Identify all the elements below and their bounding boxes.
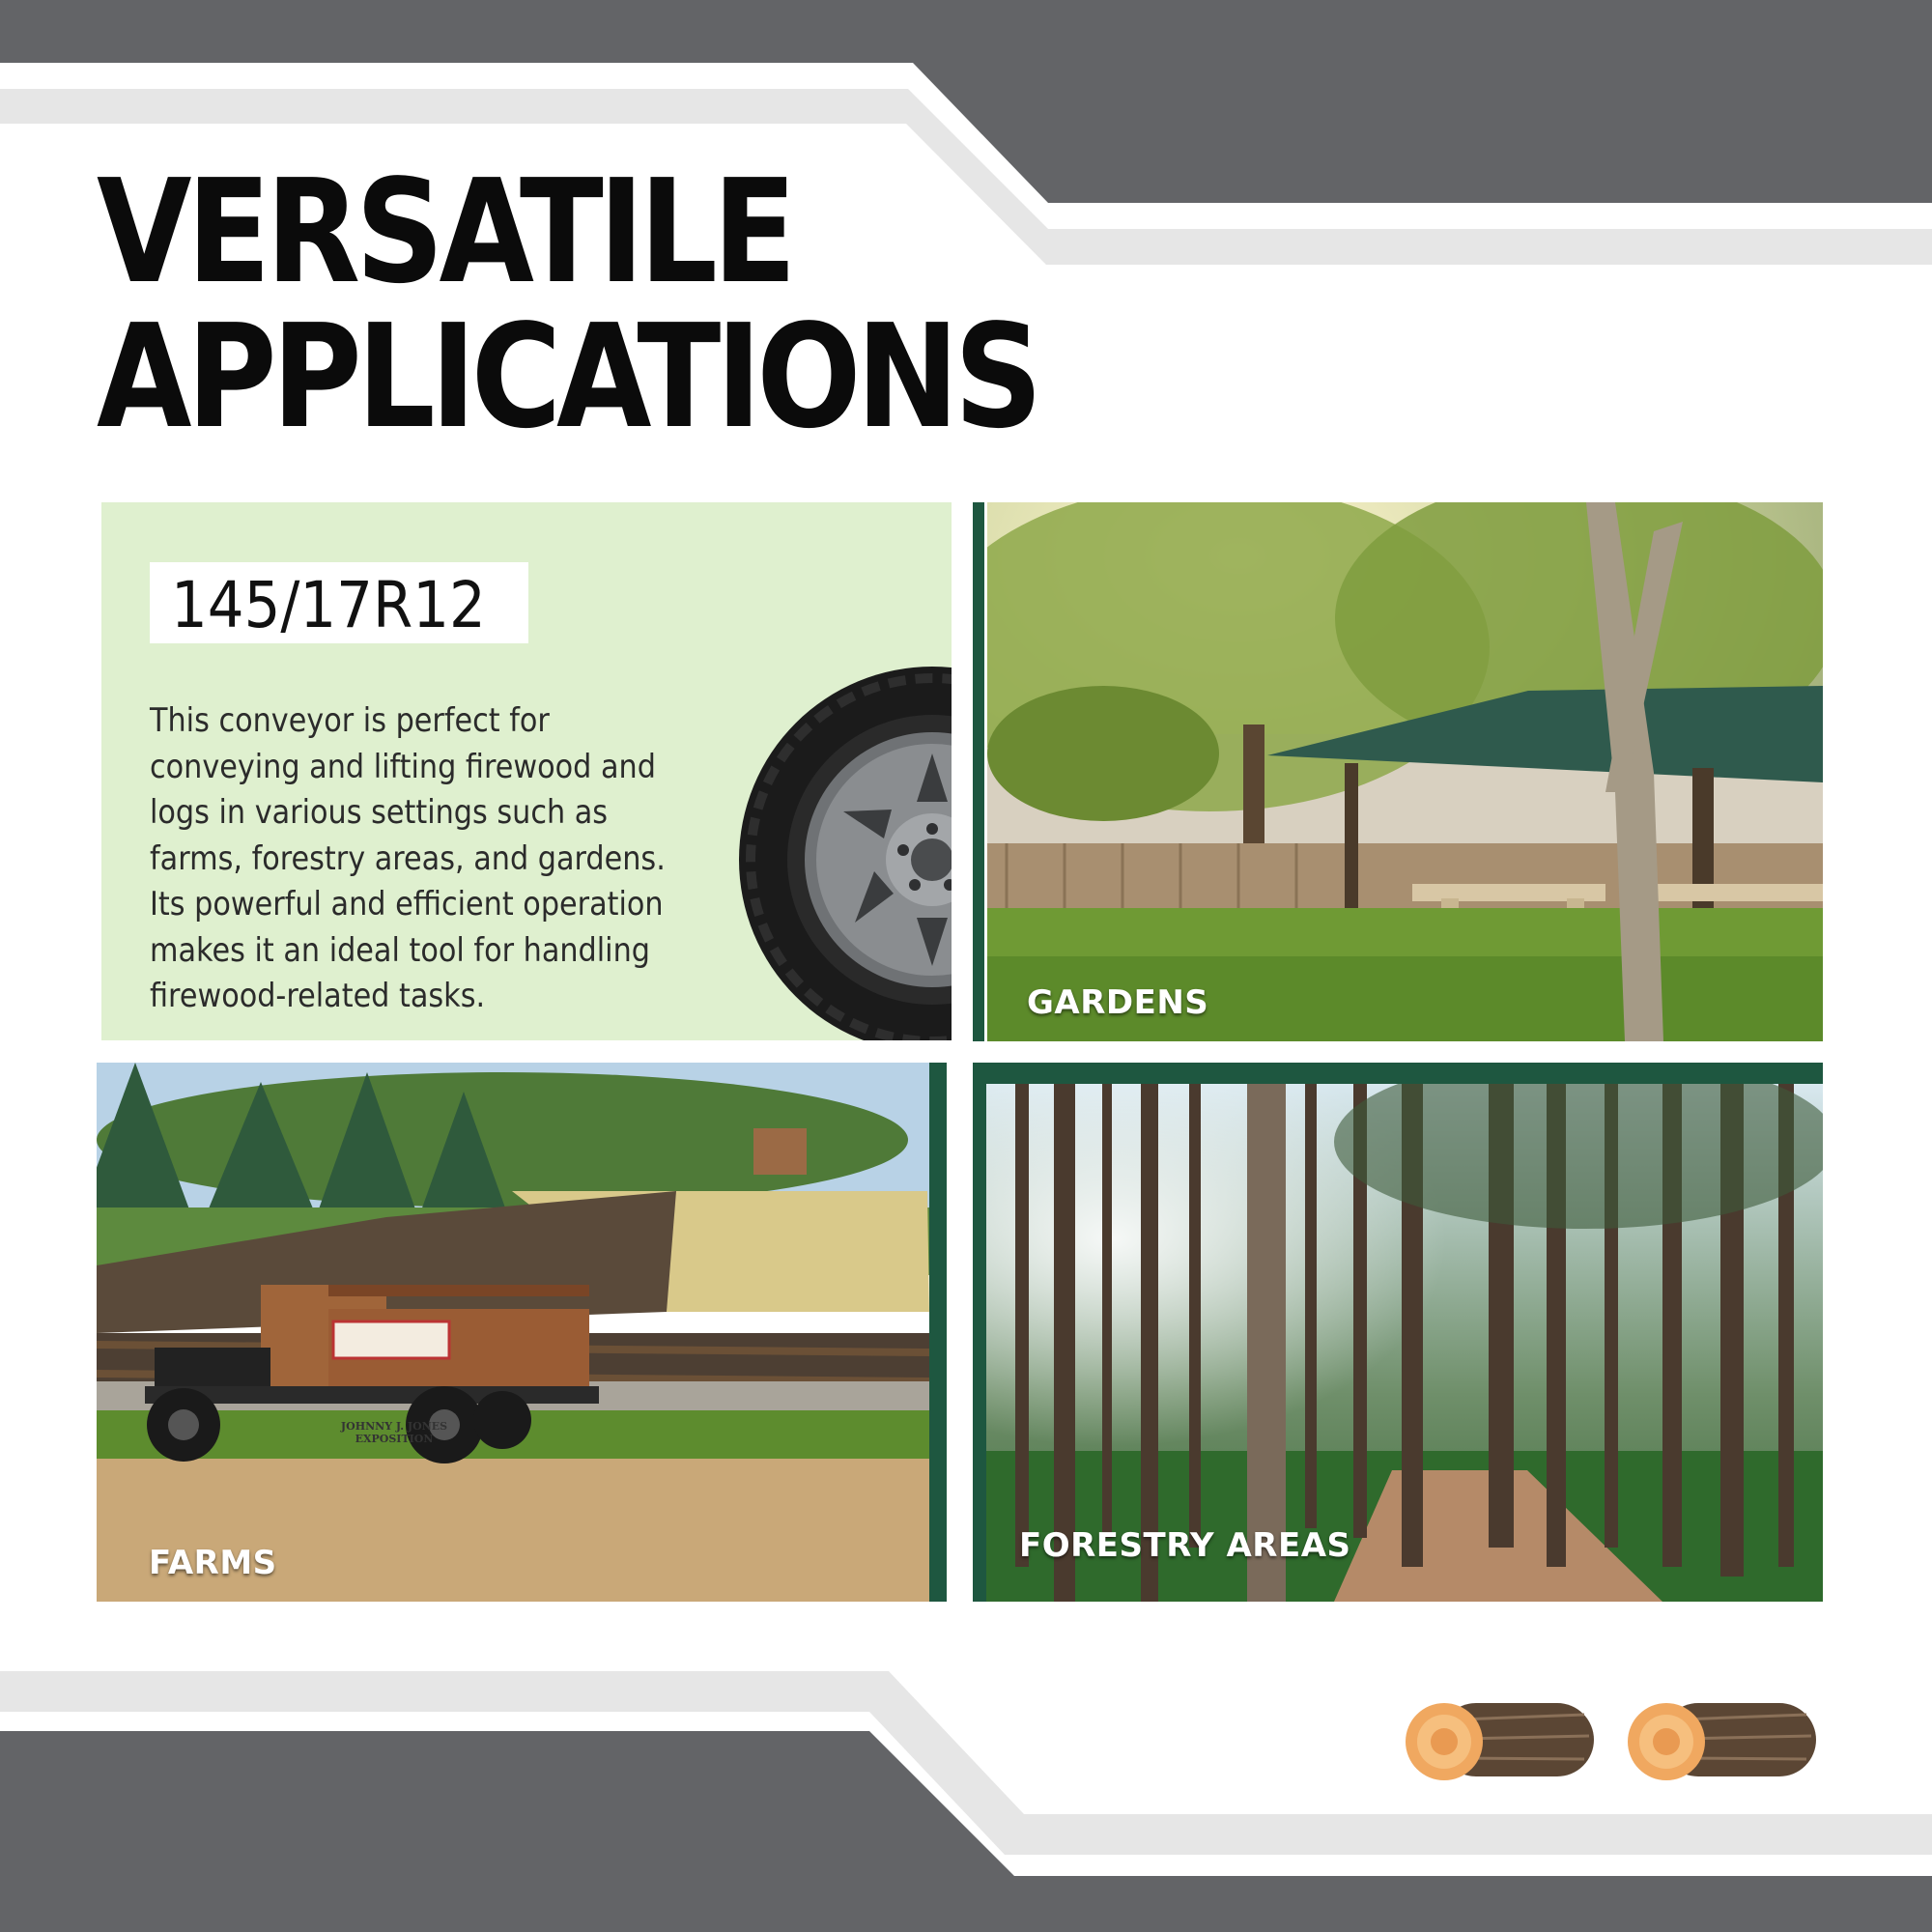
accent-bar-gardens [973, 502, 984, 1041]
description-text: This conveyor is perfect for conveying and lifting firewood and logs in various settings such as farms, forestry areas, and gardens. Its powerful and efficient operation makes it an ideal tool for handling firewood-related tasks. [150, 701, 666, 1015]
accent-bar-forestry-top [973, 1063, 1823, 1084]
spec-panel [101, 502, 952, 1040]
farms-caption: FARMS [149, 1544, 277, 1582]
farms-photo [97, 1063, 929, 1602]
log-icon [1401, 1695, 1613, 1792]
accent-bar-forestry-left [973, 1063, 986, 1602]
tire-wheel-image [700, 647, 952, 1040]
accent-bar-farms [929, 1063, 947, 1602]
tire-size-badge [150, 562, 528, 643]
truck-sign-text: JOHNNY J. JONES EXPOSITION [340, 1420, 448, 1445]
title-line-2: APPLICATIONS [97, 294, 1038, 460]
gardens-caption: GARDENS [1027, 983, 1209, 1022]
title-line-1: VERSATILE [97, 149, 792, 315]
forestry-caption: FORESTRY AREAS [1019, 1526, 1351, 1565]
gardens-photo [987, 502, 1823, 1041]
log-icon [1623, 1695, 1835, 1792]
forestry-photo [986, 1084, 1823, 1602]
page-title [97, 149, 1038, 460]
tire-size-label: 145/17R12 [171, 568, 486, 642]
